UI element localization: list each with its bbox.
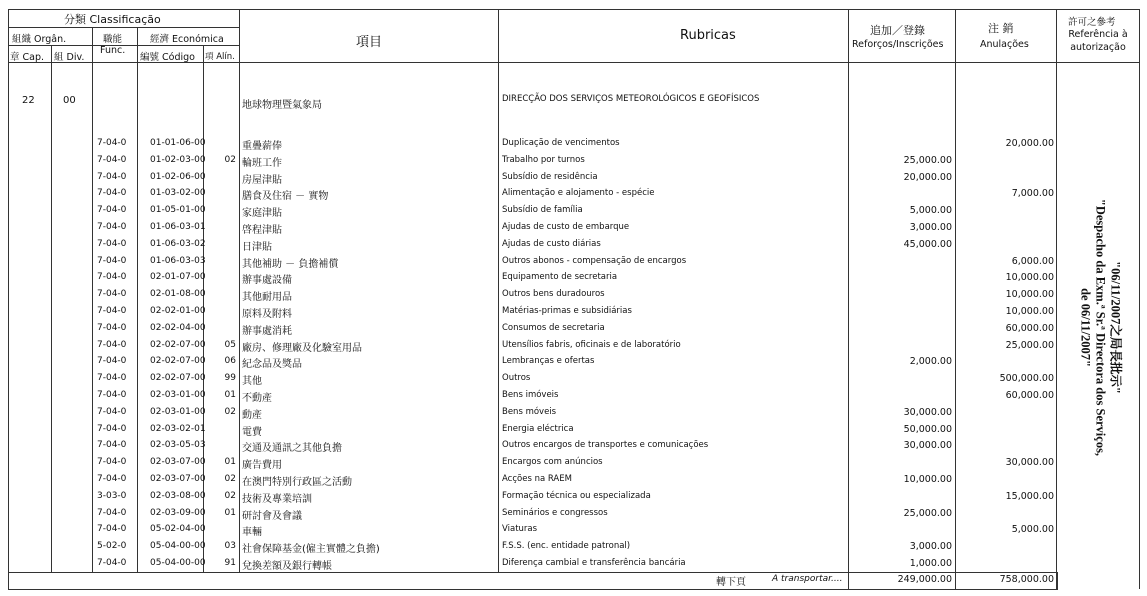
row-desc-zh: 房屋津貼 (242, 174, 282, 186)
footer-total-anul: 758,000.00 (999, 574, 1054, 585)
header-rubricas: Rubricas (680, 28, 736, 43)
row-alin: 03 (224, 541, 236, 552)
row-reforco: 50,000.00 (903, 423, 952, 435)
row-code: 01-06-03-01 (150, 222, 206, 232)
row-reforco: 20,000.00 (903, 171, 952, 183)
row-alin: 06 (224, 356, 236, 367)
row-alin: 01 (224, 457, 236, 468)
row-desc-pt: Lembranças e ofertas (502, 356, 595, 367)
row-desc-pt: Seminários e congressos (502, 507, 608, 518)
row-reforco: 2,000.00 (909, 356, 952, 368)
row-desc-zh: 啓程津貼 (242, 225, 282, 236)
header-items-zh: 項目 (356, 35, 383, 50)
entity-div: 00 (63, 95, 76, 106)
row-desc-pt: Equipamento de secretaria (502, 272, 618, 283)
header-codigo: 編號 Código (140, 52, 195, 63)
row-code: 02-02-07-00 (150, 339, 206, 350)
header-organ: 組織 Orgân. (12, 34, 67, 45)
row-reforco: 1,000.00 (909, 558, 952, 569)
header-func-zh: 職能 (103, 34, 123, 45)
row-func: 7-04-0 (97, 289, 127, 300)
note-line-2: "Despacho da Exm.ª Sr.ª Directora dos Serviços, (1093, 198, 1108, 457)
entity-name-zh: 地球物理暨氣象局 (242, 100, 322, 111)
row-desc-zh: 廠房、修理廠及化驗室用品 (242, 342, 362, 354)
header-func: Func. (100, 45, 126, 56)
row-desc-pt: Formação técnica ou especializada (502, 490, 651, 501)
row-desc-zh: 紀念品及獎品 (242, 359, 302, 371)
row-alin: 01 (224, 390, 236, 400)
row-desc-pt: Subsídio de residência (502, 171, 598, 182)
row-code: 01-02-06-00 (150, 171, 206, 182)
row-anulacao: 30,000.00 (1005, 457, 1054, 469)
entity-name-pt: DIRECÇÃO DOS SERVIÇOS METEOROLÓGICOS E GEOFÍSICOS (502, 94, 760, 104)
row-code: 01-06-03-02 (150, 238, 206, 249)
row-desc-zh: 研討會及會議 (242, 510, 302, 522)
row-desc-zh: 不動產 (242, 393, 272, 404)
row-code: 02-02-04-00 (150, 322, 206, 333)
footer-total-ref: 249,000.00 (897, 574, 952, 585)
row-desc-pt: Utensílios fabris, oficinais e de laboratório (502, 339, 681, 350)
row-reforco: 30,000.00 (903, 406, 952, 418)
row-alin: 91 (224, 558, 236, 568)
row-desc-zh: 交通及通訊之其他負擔 (242, 443, 342, 455)
row-desc-pt: Outros abonos - compensação de encargos (502, 255, 687, 266)
row-reforco: 5,000.00 (909, 205, 952, 217)
row-anulacao: 60,000.00 (1005, 390, 1054, 401)
row-code: 01-01-06-00 (150, 138, 206, 148)
row-desc-zh: 原料及附料 (242, 309, 292, 320)
row-reforco: 30,000.00 (903, 440, 952, 452)
row-func: 7-04-0 (97, 205, 127, 216)
row-anulacao: 10,000.00 (1005, 289, 1054, 301)
row-desc-pt: Energia eléctrica (502, 423, 574, 434)
row-desc-zh: 其他補助 － 負擔補償 (242, 258, 339, 270)
row-desc-pt: Ajudas de custo de embarque (502, 222, 630, 232)
row-desc-pt: Ajudas de custo diárias (502, 238, 601, 249)
row-func: 7-04-0 (97, 238, 127, 249)
row-func: 7-04-0 (97, 255, 127, 266)
row-anulacao: 20,000.00 (1005, 138, 1054, 149)
note-line-1: "06/11/2007之局長批示" (1108, 261, 1123, 394)
row-func: 7-04-0 (97, 373, 127, 384)
row-desc-pt: Subsídio de família (502, 205, 583, 216)
row-desc-pt: Bens imóveis (502, 390, 559, 400)
row-anulacao: 500,000.00 (999, 373, 1054, 385)
row-code: 02-03-01-00 (150, 406, 206, 417)
row-code: 02-03-08-00 (150, 490, 206, 501)
header-reforcos: Reforços/Inscrições (852, 39, 944, 50)
row-func: 7-04-0 (97, 188, 127, 199)
row-anulacao: 10,000.00 (1005, 306, 1054, 317)
row-desc-pt: Bens móveis (502, 406, 557, 417)
row-desc-zh: 其他耐用品 (242, 292, 292, 304)
row-desc-pt: Outros (502, 373, 531, 384)
row-desc-zh: 膳食及住宿 － 實物 (242, 191, 329, 203)
row-desc-zh: 重疊薪俸 (242, 141, 282, 152)
row-desc-zh: 在澳門特別行政區之活動 (242, 477, 352, 488)
row-desc-zh: 其他 (242, 376, 262, 388)
row-reforco: 3,000.00 (909, 222, 952, 233)
row-func: 7-04-0 (97, 339, 127, 350)
row-func: 7-04-0 (97, 440, 127, 451)
row-desc-pt: Diferença cambial e transferência bancária (502, 558, 686, 568)
row-func: 7-04-0 (97, 507, 127, 518)
row-anulacao: 5,000.00 (1011, 524, 1054, 536)
header-econ: 經濟 Económica (150, 34, 224, 45)
row-reforco: 25,000.00 (903, 154, 952, 166)
row-anulacao: 7,000.00 (1011, 188, 1054, 200)
row-func: 7-04-0 (97, 423, 127, 434)
row-func: 7-04-0 (97, 138, 127, 148)
row-desc-zh: 動產 (242, 409, 262, 421)
row-alin: 02 (224, 474, 236, 484)
row-desc-zh: 社會保障基金(僱主實體之負擔) (242, 544, 380, 556)
row-func: 7-04-0 (97, 406, 127, 417)
row-anulacao: 15,000.00 (1005, 490, 1054, 502)
row-code: 02-03-05-03 (150, 440, 206, 451)
row-desc-pt: Outros encargos de transportes e comunicações (502, 440, 709, 451)
header-cap: 章 Cap. (10, 52, 45, 63)
row-desc-pt: F.S.S. (enc. entidade patronal) (502, 541, 631, 552)
row-func: 7-04-0 (97, 356, 127, 367)
row-alin: 05 (224, 339, 236, 350)
row-desc-pt: Outros bens duradouros (502, 289, 605, 300)
row-desc-zh: 日津貼 (242, 241, 272, 253)
row-func: 7-04-0 (97, 272, 127, 283)
row-func: 7-04-0 (97, 322, 127, 333)
footer-label-pt: A transportar.... (772, 574, 843, 584)
row-code: 05-04-00-00 (150, 541, 206, 552)
row-desc-pt: Trabalho por turnos (502, 154, 585, 165)
row-code: 02-01-08-00 (150, 289, 206, 300)
row-reforco: 3,000.00 (909, 541, 952, 553)
row-func: 7-04-0 (97, 306, 127, 316)
row-func: 7-04-0 (97, 390, 127, 400)
row-alin: 02 (224, 154, 236, 165)
footer-label-zh: 轉下頁 (716, 577, 746, 588)
row-desc-pt: Acções na RAEM (502, 474, 572, 484)
row-code: 02-03-01-00 (150, 390, 206, 400)
row-code: 02-03-02-01 (150, 423, 206, 434)
row-func: 7-04-0 (97, 222, 127, 232)
row-reforco: 10,000.00 (903, 474, 952, 485)
header-referencia-zh: 許可之參考 (1068, 17, 1116, 28)
row-desc-pt: Alimentação e alojamento - espécie (502, 188, 655, 199)
row-code: 01-06-03-03 (150, 255, 206, 266)
row-code: 02-03-07-00 (150, 457, 206, 468)
row-func: 5-02-0 (97, 541, 127, 552)
row-code: 02-03-09-00 (150, 507, 206, 518)
row-anulacao: 60,000.00 (1005, 322, 1054, 334)
row-code: 02-02-07-00 (150, 356, 206, 367)
row-alin: 99 (224, 373, 236, 384)
row-desc-zh: 電費 (242, 426, 262, 438)
row-anulacao: 25,000.00 (1005, 339, 1054, 351)
header-reforcos-zh: 追加／登錄 (870, 24, 925, 37)
row-desc-zh: 輪班工作 (242, 157, 282, 169)
row-alin: 02 (224, 490, 236, 501)
row-code: 02-01-07-00 (150, 272, 206, 283)
entity-cap: 22 (22, 95, 35, 106)
row-code: 02-02-07-00 (150, 373, 206, 384)
row-desc-zh: 兌換差額及銀行轉帳 (242, 561, 332, 572)
row-anulacao: 10,000.00 (1005, 272, 1054, 284)
row-func: 7-04-0 (97, 474, 127, 484)
header-classification: 分類 Classificação (64, 13, 161, 26)
row-code: 05-04-00-00 (150, 558, 206, 568)
row-code: 02-02-01-00 (150, 306, 206, 316)
header-anulacoes-zh: 注 銷 (988, 22, 1014, 35)
row-desc-zh: 車輛 (242, 527, 262, 539)
row-anulacao: 6,000.00 (1011, 255, 1054, 267)
row-code: 01-03-02-00 (150, 188, 206, 199)
row-func: 7-04-0 (97, 457, 127, 468)
note-line-3: de 06/11/2007" (1078, 288, 1093, 367)
header-referencia: Referência à autorização (1068, 29, 1128, 53)
row-func: 7-04-0 (97, 154, 127, 165)
row-desc-zh: 辦事處設備 (242, 275, 292, 287)
row-func: 7-04-0 (97, 524, 127, 535)
row-desc-pt: Matérias-primas e subsidiárias (502, 306, 632, 316)
row-alin: 02 (224, 406, 236, 417)
row-desc-zh: 辦事處消耗 (242, 325, 292, 337)
row-desc-pt: Encargos com anúncios (502, 457, 603, 468)
row-desc-zh: 家庭津貼 (242, 208, 282, 220)
row-reforco: 25,000.00 (903, 507, 952, 519)
row-desc-pt: Consumos de secretaria (502, 322, 605, 333)
row-desc-zh: 廣告費用 (242, 460, 282, 472)
row-reforco: 45,000.00 (903, 238, 952, 250)
row-code: 01-02-03-00 (150, 154, 206, 165)
row-code: 02-03-07-00 (150, 474, 206, 484)
row-code: 05-02-04-00 (150, 524, 206, 535)
row-func: 7-04-0 (97, 558, 127, 568)
row-code: 01-05-01-00 (150, 205, 206, 216)
header-anulacoes: Anulações (980, 39, 1029, 50)
authorization-note (1060, 170, 1140, 470)
row-func: 3-03-0 (97, 490, 127, 501)
row-desc-pt: Viaturas (502, 524, 538, 535)
header-div: 組 Div. (54, 52, 85, 63)
row-desc-zh: 技術及專業培訓 (242, 493, 312, 505)
row-func: 7-04-0 (97, 171, 127, 182)
row-alin: 01 (224, 507, 236, 518)
row-desc-pt: Duplicação de vencimentos (502, 138, 620, 148)
header-alin: 項 Alín. (205, 52, 235, 62)
